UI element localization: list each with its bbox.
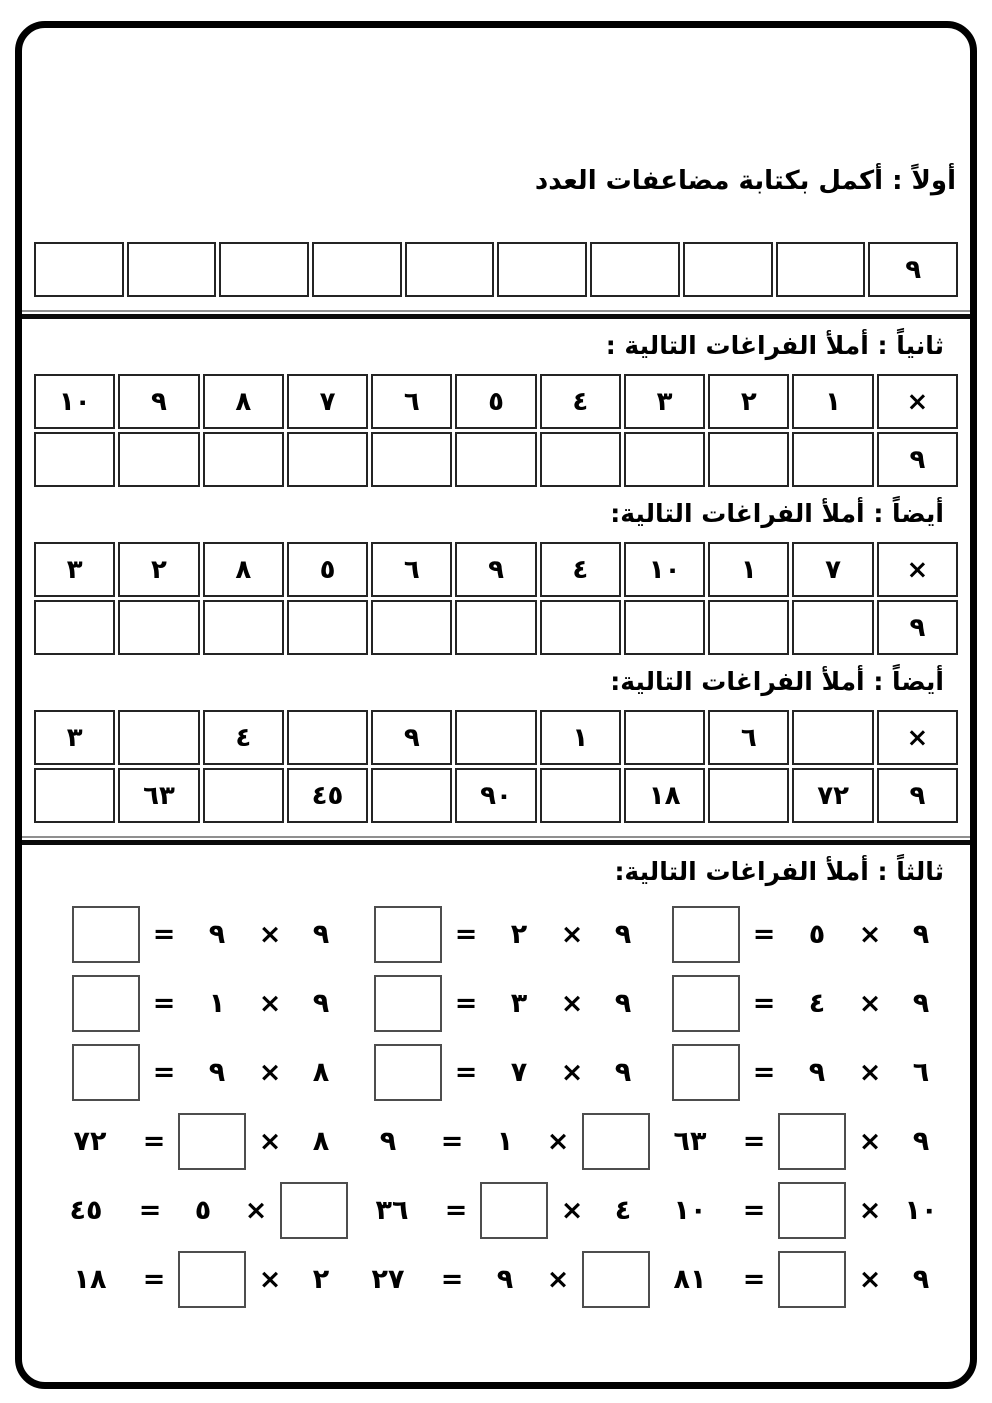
number-cell: ٥ xyxy=(455,374,536,429)
equations-column-left xyxy=(46,905,348,1319)
multiply-icon: × xyxy=(560,1194,584,1226)
number-cell: ٤ xyxy=(540,374,621,429)
number-cell: ٩ xyxy=(877,768,958,823)
multiply-icon: × xyxy=(258,1263,282,1295)
blank-answer-cell[interactable] xyxy=(776,242,866,297)
operand-number: ١ xyxy=(208,987,226,1019)
operand-number: ١٠ xyxy=(904,1194,938,1226)
equals-sign: = xyxy=(440,1263,464,1295)
number-cell: ٦ xyxy=(371,374,452,429)
blank-answer-cell[interactable] xyxy=(540,768,621,823)
equation-row xyxy=(348,1043,650,1101)
equals-sign: = xyxy=(152,987,176,1019)
answer-box[interactable] xyxy=(178,1251,246,1308)
operand-number: ٩ xyxy=(912,1263,930,1295)
equals-sign: = xyxy=(142,1125,166,1157)
multiply-icon: × xyxy=(858,1263,882,1295)
equals-sign: = xyxy=(742,1194,766,1226)
equation-row xyxy=(46,974,348,1032)
multiply-icon: × xyxy=(258,918,282,950)
section-divider xyxy=(22,310,970,319)
number-cell: ٨ xyxy=(203,374,284,429)
equals-sign: = xyxy=(454,987,478,1019)
answer-box[interactable] xyxy=(582,1251,650,1308)
number-cell: ٢ xyxy=(708,374,789,429)
multiply-icon: × xyxy=(258,987,282,1019)
blank-answer-cell[interactable] xyxy=(203,600,284,655)
multiply-icon: × xyxy=(258,1056,282,1088)
number-cell: ٦ xyxy=(708,710,789,765)
blank-answer-cell[interactable] xyxy=(287,600,368,655)
number-cell: ١٨ xyxy=(624,768,705,823)
equation-row xyxy=(348,1112,650,1170)
number-cell: ٩ xyxy=(371,710,452,765)
blank-answer-cell[interactable] xyxy=(624,600,705,655)
equation-row xyxy=(650,905,948,963)
blank-answer-cell[interactable] xyxy=(792,600,873,655)
section-also1-title: أيضاً : أملأ الفراغات التالية: xyxy=(610,499,944,528)
operand-number: ٦ xyxy=(912,1056,930,1088)
number-cell: ١٠ xyxy=(34,374,115,429)
operand-number: ١٠ xyxy=(673,1194,707,1226)
number-cell: ٩ xyxy=(877,600,958,655)
number-cell: ٧ xyxy=(792,542,873,597)
blank-answer-cell[interactable] xyxy=(118,432,199,487)
blank-answer-cell[interactable] xyxy=(219,242,309,297)
operand-number: ٢ xyxy=(312,1263,330,1295)
operand-number: ٩ xyxy=(912,987,930,1019)
number-cell: ٩ xyxy=(868,242,958,297)
answer-box[interactable] xyxy=(778,1113,846,1170)
blank-answer-cell[interactable] xyxy=(540,432,621,487)
multiplication-table-3 xyxy=(34,710,958,823)
equals-sign: = xyxy=(152,918,176,950)
multiply-icon: × xyxy=(560,918,584,950)
answer-box[interactable] xyxy=(72,1044,140,1101)
equals-sign: = xyxy=(454,918,478,950)
number-cell: ٩٠ xyxy=(455,768,536,823)
equation-row xyxy=(46,1181,348,1239)
multiply-icon: × xyxy=(546,1125,570,1157)
multiply-icon: × xyxy=(244,1194,268,1226)
multiply-icon: × xyxy=(858,1125,882,1157)
equals-sign: = xyxy=(138,1194,162,1226)
number-cell: ٤٥ xyxy=(287,768,368,823)
blank-answer-cell[interactable] xyxy=(118,710,199,765)
table-row xyxy=(34,374,958,429)
blank-answer-cell[interactable] xyxy=(497,242,587,297)
operand-number: ٩ xyxy=(912,918,930,950)
divider-thick-line xyxy=(22,840,970,845)
operand-number: ٧٢ xyxy=(73,1125,107,1157)
table-row xyxy=(34,600,958,655)
number-cell: ٣ xyxy=(624,374,705,429)
divider-thick-line xyxy=(22,314,970,319)
blank-answer-cell[interactable] xyxy=(590,242,680,297)
blank-answer-cell[interactable] xyxy=(624,710,705,765)
multiply-icon: × xyxy=(858,1056,882,1088)
blank-answer-cell[interactable] xyxy=(708,768,789,823)
section-third-title: ثالثاً : أملأ الفراغات التالية: xyxy=(614,857,944,886)
equals-sign: = xyxy=(440,1125,464,1157)
answer-box[interactable] xyxy=(280,1182,348,1239)
operand-number: ٩ xyxy=(496,1263,514,1295)
operand-number: ٣ xyxy=(510,987,528,1019)
operand-number: ٣٦ xyxy=(375,1194,409,1226)
equals-sign: = xyxy=(152,1056,176,1088)
table-row xyxy=(34,432,958,487)
number-cell: ٥ xyxy=(287,542,368,597)
section-first-title: أولاً : أكمل بكتابة مضاعفات العدد xyxy=(534,166,956,196)
operand-number: ٩ xyxy=(614,1056,632,1088)
operand-number: ٦٣ xyxy=(673,1125,707,1157)
operand-number: ٩ xyxy=(614,987,632,1019)
operand-number: ٤ xyxy=(808,987,826,1019)
multiply-icon: × xyxy=(546,1263,570,1295)
equation-row xyxy=(650,974,948,1032)
blank-answer-cell[interactable] xyxy=(287,432,368,487)
blank-answer-cell[interactable] xyxy=(34,242,124,297)
equals-sign: = xyxy=(752,1056,776,1088)
number-cell: ٩ xyxy=(455,542,536,597)
number-cell: ٤ xyxy=(203,710,284,765)
answer-box[interactable] xyxy=(374,975,442,1032)
answer-box[interactable] xyxy=(582,1113,650,1170)
blank-answer-cell[interactable] xyxy=(683,242,773,297)
answer-box[interactable] xyxy=(480,1182,548,1239)
multiplication-table-1 xyxy=(34,374,958,487)
equals-sign: = xyxy=(454,1056,478,1088)
number-cell: ٦٣ xyxy=(118,768,199,823)
operand-number: ٩ xyxy=(614,918,632,950)
blank-answer-cell[interactable] xyxy=(455,710,536,765)
table-row xyxy=(34,710,958,765)
multiplication-table-2 xyxy=(34,542,958,655)
blank-answer-cell[interactable] xyxy=(708,432,789,487)
operand-number: ٨ xyxy=(312,1125,330,1157)
equation-row xyxy=(650,1043,948,1101)
number-cell: ٧٢ xyxy=(792,768,873,823)
number-cell: ٣ xyxy=(34,710,115,765)
blank-answer-cell[interactable] xyxy=(371,768,452,823)
multiply-icon: × xyxy=(560,987,584,1019)
multiply-icon: × xyxy=(858,987,882,1019)
answer-box[interactable] xyxy=(72,906,140,963)
blank-answer-cell[interactable] xyxy=(455,600,536,655)
blank-answer-cell[interactable] xyxy=(371,432,452,487)
blank-answer-cell[interactable] xyxy=(371,600,452,655)
equals-sign: = xyxy=(742,1263,766,1295)
answer-box[interactable] xyxy=(778,1251,846,1308)
blank-answer-cell[interactable] xyxy=(540,600,621,655)
blank-answer-cell[interactable] xyxy=(455,432,536,487)
equations-column-middle xyxy=(348,905,650,1319)
number-cell: ٩ xyxy=(118,374,199,429)
answer-box[interactable] xyxy=(672,906,740,963)
blank-answer-cell[interactable] xyxy=(312,242,402,297)
equals-sign: = xyxy=(752,918,776,950)
operand-number: ١ xyxy=(496,1125,514,1157)
number-cell: ١٠ xyxy=(624,542,705,597)
operand-number: ٥ xyxy=(194,1194,212,1226)
operand-number: ٢ xyxy=(510,918,528,950)
blank-answer-cell[interactable] xyxy=(624,432,705,487)
equations-column-right xyxy=(650,905,948,1319)
equation-row xyxy=(46,1043,348,1101)
operand-number: ٤ xyxy=(614,1194,632,1226)
blank-answer-cell[interactable] xyxy=(708,600,789,655)
equation-row xyxy=(650,1250,948,1308)
table-row xyxy=(34,768,958,823)
section-also2-title: أيضاً : أملأ الفراغات التالية: xyxy=(610,667,944,696)
equation-row xyxy=(348,974,650,1032)
equation-row xyxy=(348,1181,650,1239)
operand-number: ٩ xyxy=(208,918,226,950)
operand-number: ١٨ xyxy=(73,1263,107,1295)
blank-answer-cell[interactable] xyxy=(203,768,284,823)
equals-sign: = xyxy=(742,1125,766,1157)
equation-row xyxy=(650,1112,948,1170)
answer-box[interactable] xyxy=(778,1182,846,1239)
multiplier-header-cell: × xyxy=(877,710,958,765)
operand-number: ٨ xyxy=(312,1056,330,1088)
operand-number: ٩ xyxy=(312,918,330,950)
answer-box[interactable] xyxy=(72,975,140,1032)
answer-box[interactable] xyxy=(672,975,740,1032)
multiplier-header-cell: × xyxy=(877,542,958,597)
equals-sign: = xyxy=(444,1194,468,1226)
multiples-table xyxy=(34,242,958,297)
operand-number: ٨١ xyxy=(673,1263,707,1295)
answer-box[interactable] xyxy=(374,1044,442,1101)
multiply-icon: × xyxy=(258,1125,282,1157)
equals-sign: = xyxy=(752,987,776,1019)
blank-answer-cell[interactable] xyxy=(792,432,873,487)
equation-row xyxy=(46,1112,348,1170)
blank-answer-cell[interactable] xyxy=(287,710,368,765)
number-cell: ٢ xyxy=(118,542,199,597)
table-row xyxy=(34,542,958,597)
answer-box[interactable] xyxy=(672,1044,740,1101)
multiply-icon: × xyxy=(858,918,882,950)
number-cell: ١ xyxy=(540,710,621,765)
operand-number: ٧ xyxy=(510,1056,528,1088)
multiply-icon: × xyxy=(560,1056,584,1088)
blank-answer-cell[interactable] xyxy=(203,432,284,487)
equation-row xyxy=(46,905,348,963)
multiply-icon: × xyxy=(858,1194,882,1226)
operand-number: ٩ xyxy=(912,1125,930,1157)
operand-number: ٩ xyxy=(379,1125,397,1157)
equals-sign: = xyxy=(142,1263,166,1295)
number-cell: ٧ xyxy=(287,374,368,429)
blank-answer-cell[interactable] xyxy=(34,600,115,655)
equation-row xyxy=(46,1250,348,1308)
number-cell: ٦ xyxy=(371,542,452,597)
operand-number: ٩ xyxy=(312,987,330,1019)
number-cell: ٤ xyxy=(540,542,621,597)
operand-number: ٩ xyxy=(208,1056,226,1088)
blank-answer-cell[interactable] xyxy=(405,242,495,297)
number-cell: ٣ xyxy=(34,542,115,597)
equation-row xyxy=(650,1181,948,1239)
operand-number: ٥ xyxy=(808,918,826,950)
worksheet-page xyxy=(15,21,977,1389)
table-row xyxy=(34,242,958,297)
blank-answer-cell[interactable] xyxy=(34,432,115,487)
number-cell: ٩ xyxy=(877,432,958,487)
number-cell: ١ xyxy=(792,374,873,429)
equation-row xyxy=(348,1250,650,1308)
blank-answer-cell[interactable] xyxy=(792,710,873,765)
number-cell: ٨ xyxy=(203,542,284,597)
blank-answer-cell[interactable] xyxy=(127,242,217,297)
number-cell: ١ xyxy=(708,542,789,597)
operand-number: ٤٥ xyxy=(69,1194,103,1226)
section-second-title: ثانياً : أملأ الفراغات التالية : xyxy=(605,331,944,360)
operand-number: ٩ xyxy=(808,1056,826,1088)
operand-number: ٢٧ xyxy=(371,1263,405,1295)
section-divider xyxy=(22,836,970,845)
answer-box[interactable] xyxy=(374,906,442,963)
blank-answer-cell[interactable] xyxy=(34,768,115,823)
blank-answer-cell[interactable] xyxy=(118,600,199,655)
equations-grid xyxy=(50,905,948,1319)
answer-box[interactable] xyxy=(178,1113,246,1170)
equation-row xyxy=(348,905,650,963)
multiplier-header-cell: × xyxy=(877,374,958,429)
